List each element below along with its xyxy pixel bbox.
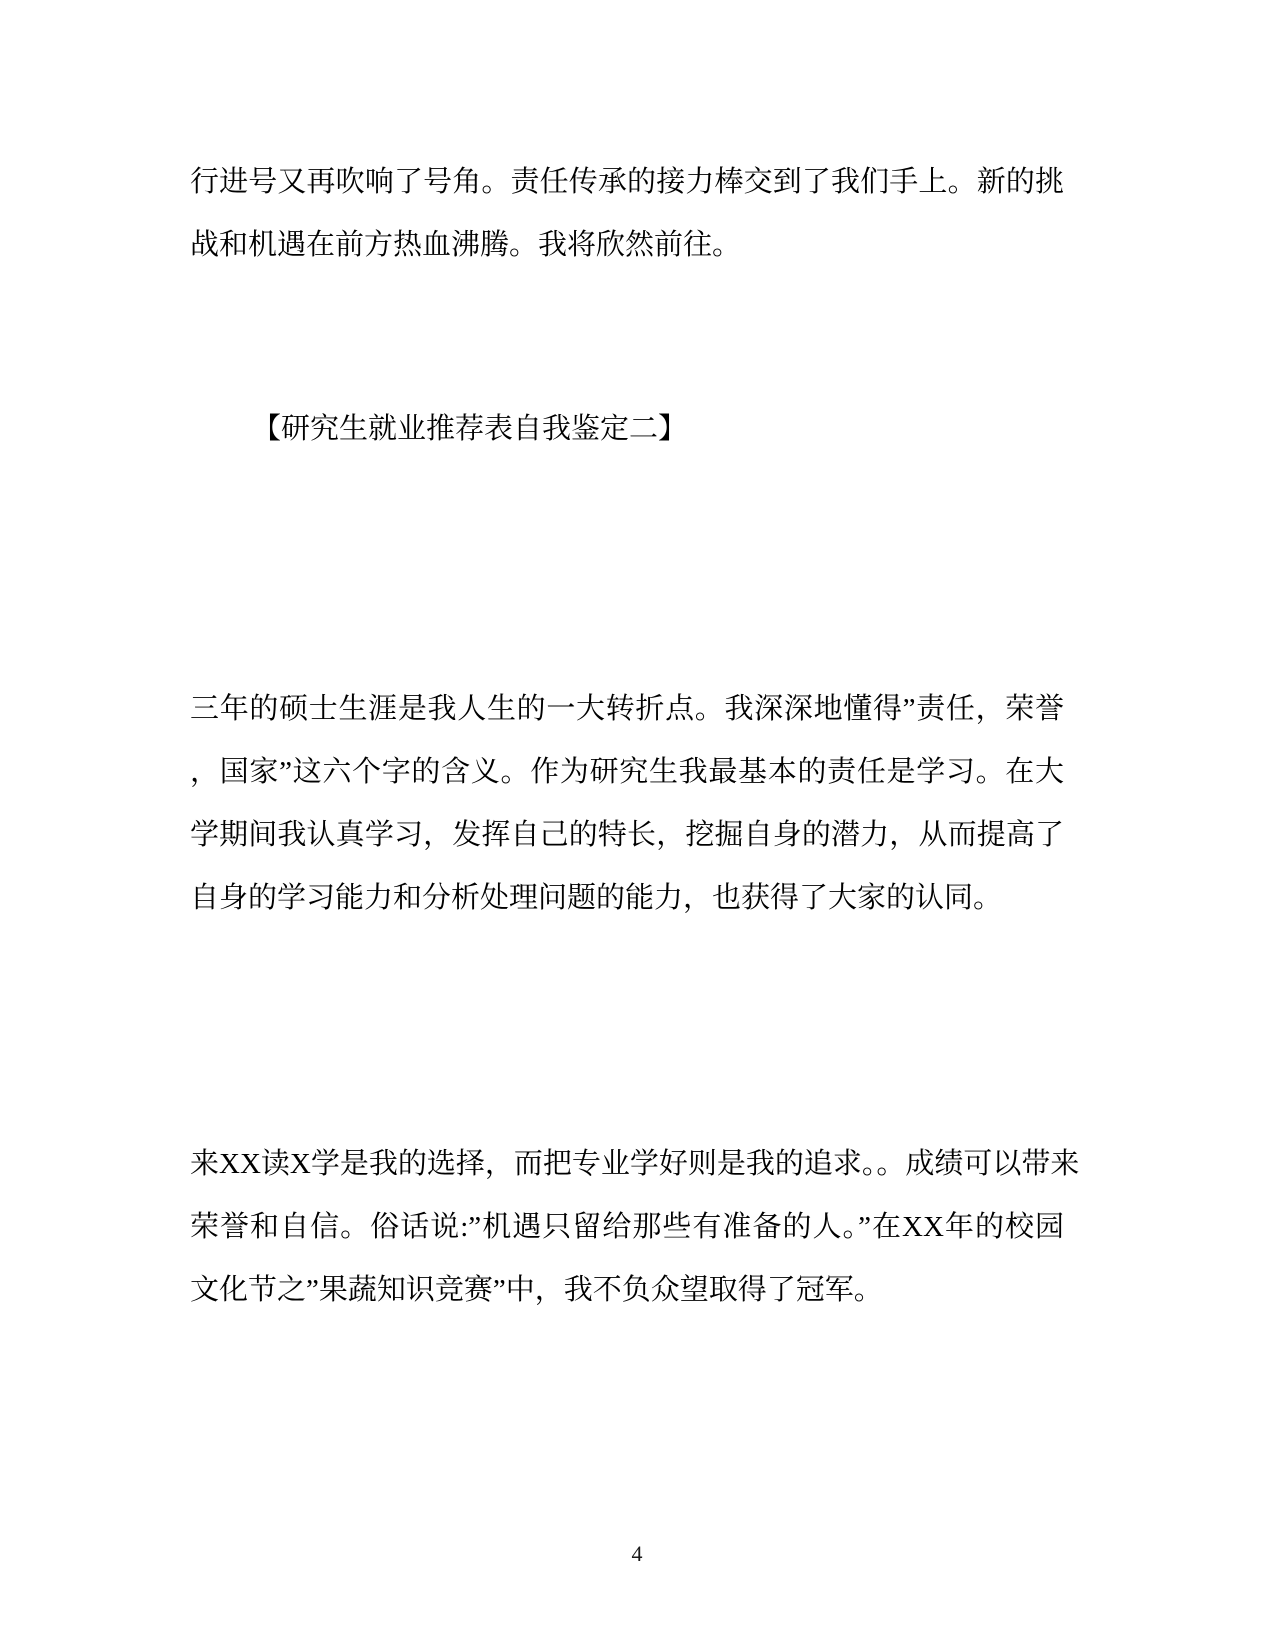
text-line: 来XX读X学是我的选择，而把专业学好则是我的追求。。成绩可以带来 [190, 1148, 1080, 1180]
page-number: 4 [631, 1541, 643, 1566]
text-line: 荣誉和自信。俗话说:”机遇只留给那些有准备的人。”在XX年的校园 [190, 1211, 1064, 1243]
text-line: 文化节之”果蔬知识竞赛”中，我不负众望取得了冠军。 [190, 1274, 883, 1306]
paragraph [190, 151, 1064, 277]
text-line: 行进号又再吹响了号角。责任传承的接力棒交到了我们手上。新的挑 [190, 166, 1064, 198]
text-line: 自身的学习能力和分析处理问题的能力，也获得了大家的认同。 [190, 882, 1003, 914]
text-line: 学期间我认真学习，发挥自己的特长，挖掘自身的潜力，从而提高了 [190, 819, 1064, 851]
paragraph [190, 1133, 1080, 1322]
text-line: 战和机遇在前方热血沸腾。我将欣然前往。 [190, 229, 742, 261]
text-line: ，国家”这六个字的含义。作为研究生我最基本的责任是学习。在大 [190, 756, 1064, 788]
paragraph [190, 678, 1064, 930]
section-heading-text: 【研究生就业推荐表自我鉴定二】 [252, 413, 688, 445]
text-line: 三年的硕士生涯是我人生的一大转折点。我深深地懂得”责任，荣誉 [190, 693, 1064, 725]
section-heading [190, 398, 1064, 461]
